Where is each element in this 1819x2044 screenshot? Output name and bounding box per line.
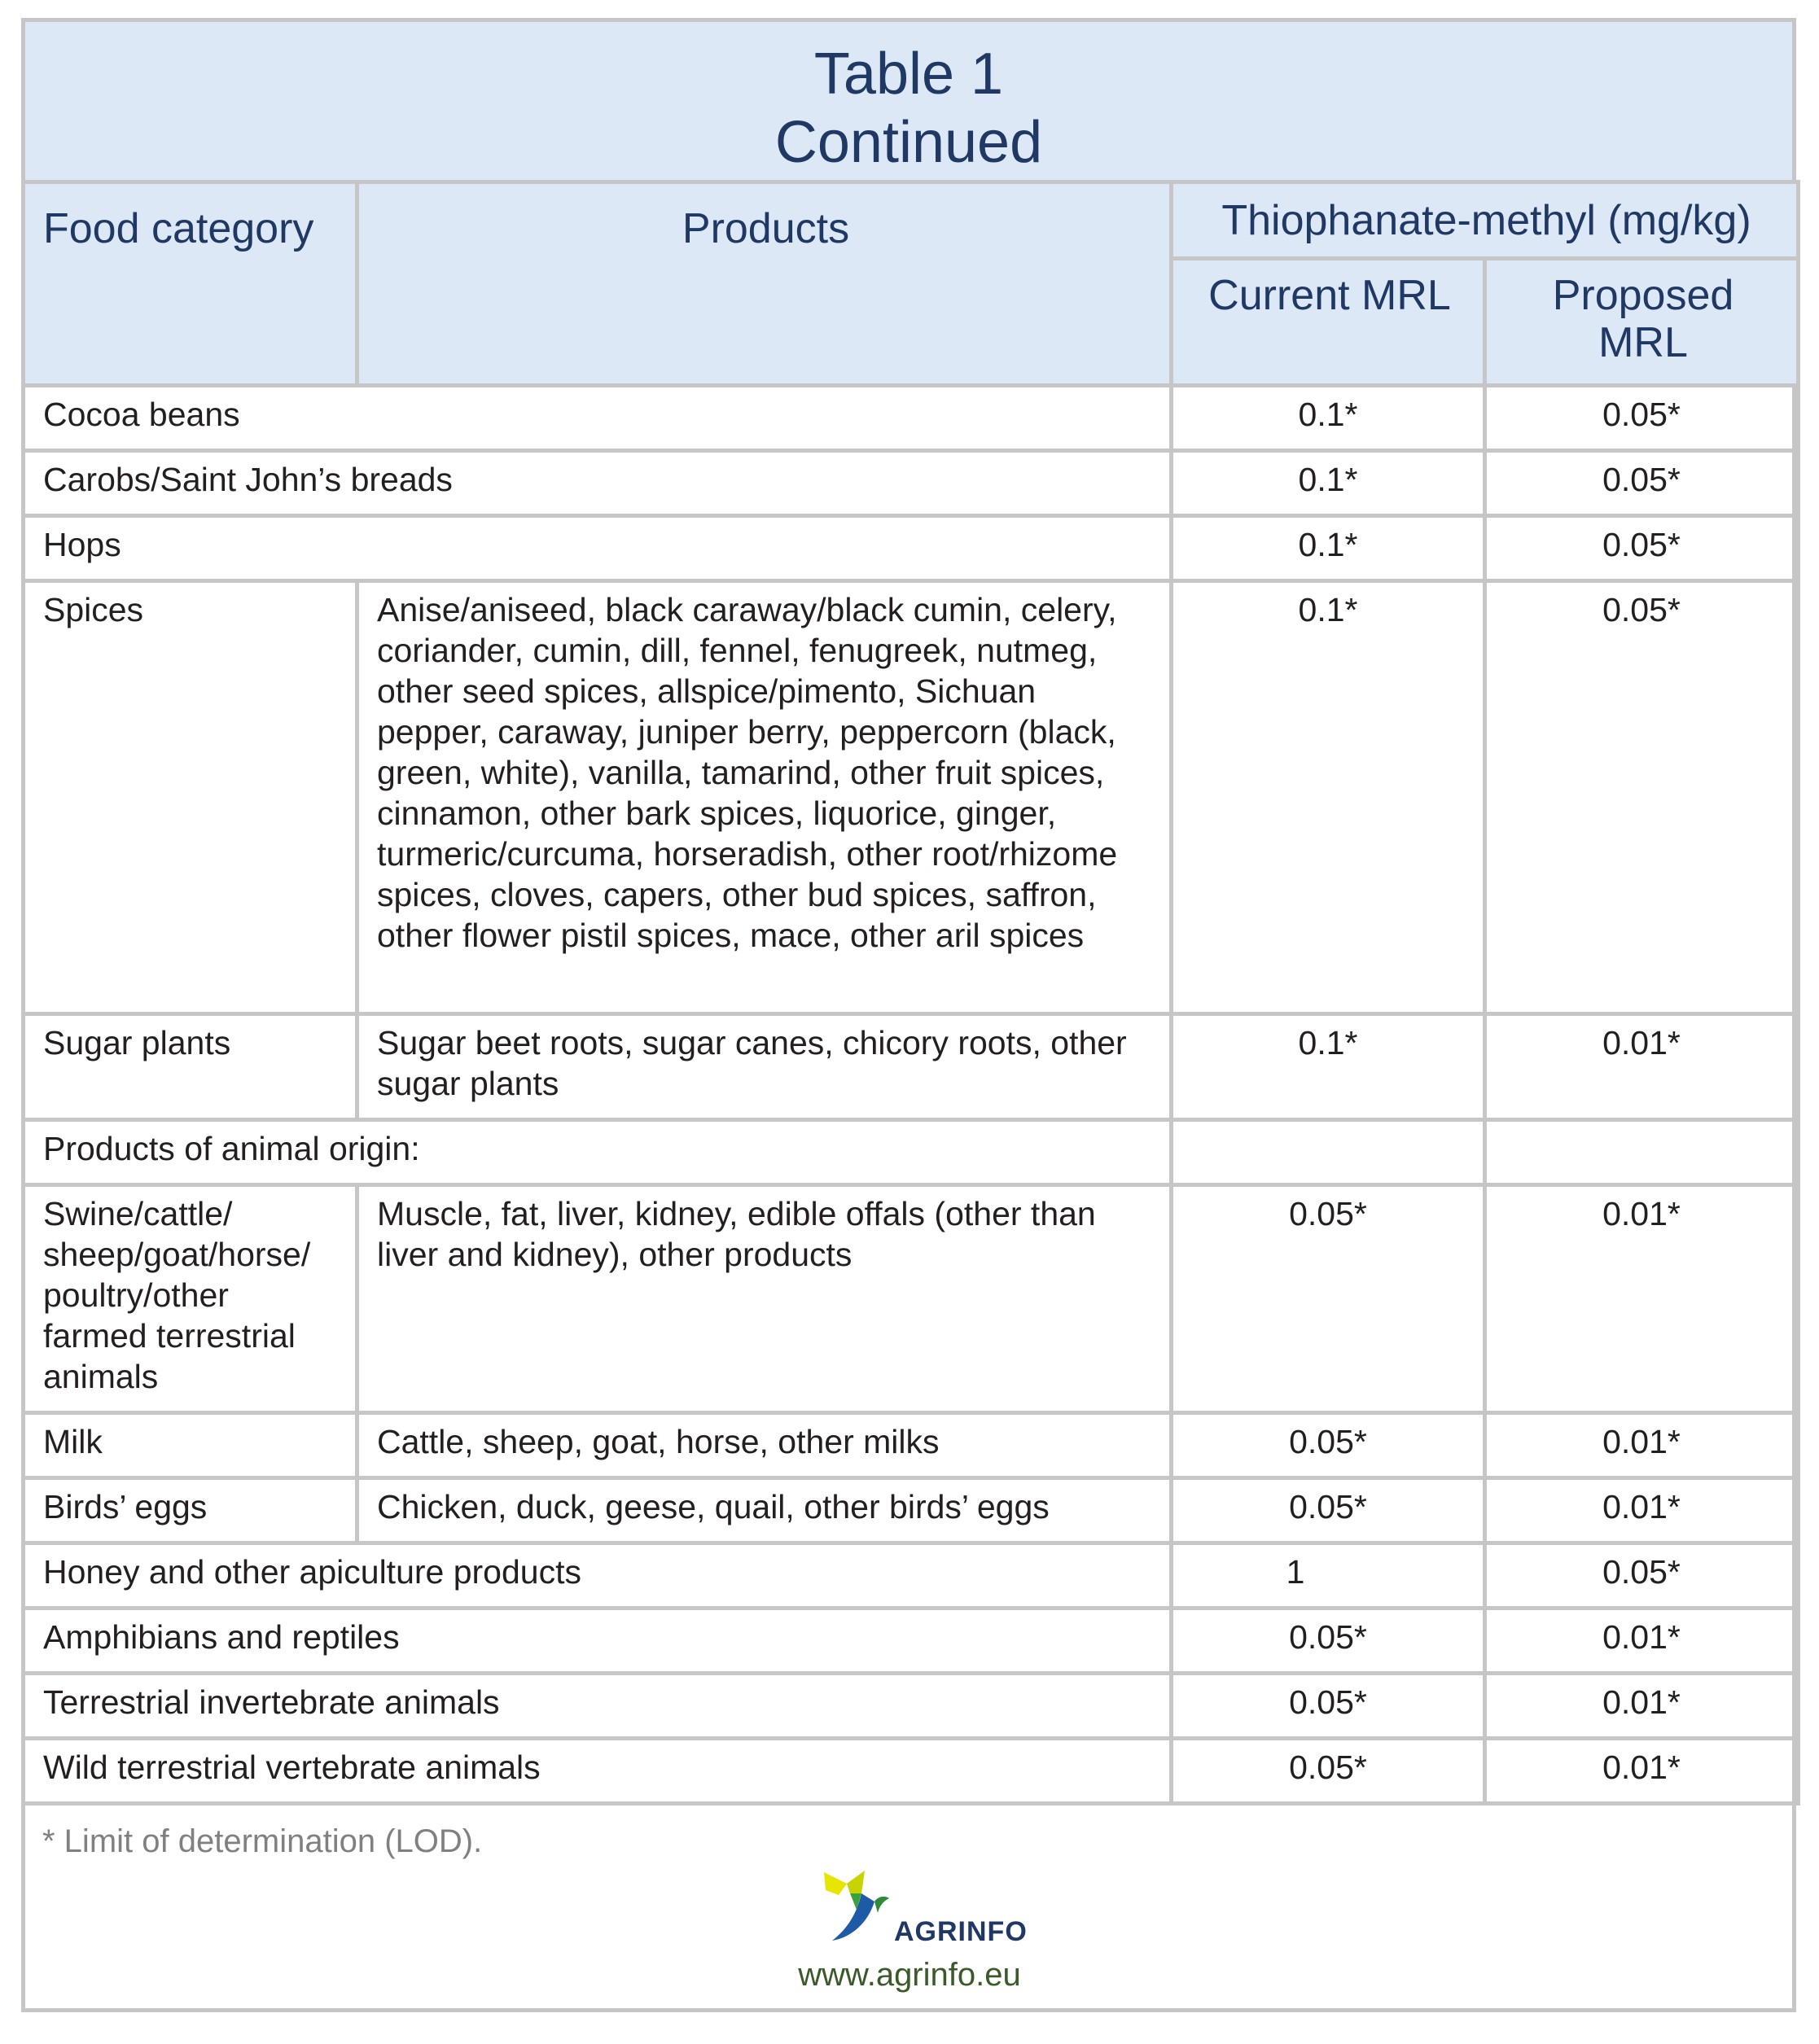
table-row [24, 1543, 1799, 1609]
table-row [24, 516, 1799, 581]
header-food-category: Food category [24, 182, 357, 386]
row-current-mrl: 0.05* [1172, 1478, 1485, 1543]
row-category: Hops [24, 516, 1172, 581]
row-category: Carobs/Saint John’s breads [24, 451, 1172, 516]
row-current-mrl: 0.1* [1172, 1014, 1485, 1120]
title-line-2: Continued [774, 110, 1043, 175]
table-row [24, 386, 1799, 451]
row-category: Milk [24, 1413, 357, 1478]
row-current-mrl: 0.05* [1172, 1674, 1485, 1739]
table-row [24, 1120, 1799, 1185]
row-category: Amphibians and reptiles [24, 1609, 1172, 1674]
row-products: Chicken, duck, geese, quail, other birds’ eggs [357, 1478, 1172, 1543]
header-proposed-mrl: Proposed MRL [1485, 259, 1799, 386]
row-proposed-mrl: 0.05* [1485, 516, 1799, 581]
row-current-mrl: 0.1* [1172, 581, 1485, 1014]
mrl-table [21, 180, 1800, 1805]
row-current-mrl: 0.05* [1172, 1739, 1485, 1804]
row-category: Wild terrestrial vertebrate animals [24, 1739, 1172, 1804]
table-row [24, 1014, 1799, 1120]
row-products: Sugar beet roots, sugar canes, chicory roots, other sugar plants [357, 1014, 1172, 1120]
footnote: * Limit of determination (LOD). [42, 1823, 483, 1859]
row-proposed-mrl: 0.01* [1485, 1609, 1799, 1674]
row-category: Cocoa beans [24, 386, 1172, 451]
table-row [24, 581, 1799, 1014]
row-proposed-mrl: 0.01* [1485, 1674, 1799, 1739]
row-current-mrl [1172, 1120, 1485, 1185]
row-products: Cattle, sheep, goat, horse, other milks [357, 1413, 1172, 1478]
row-proposed-mrl [1485, 1120, 1799, 1185]
table-row [24, 1739, 1799, 1804]
row-category: Sugar plants [24, 1014, 357, 1120]
row-proposed-mrl: 0.01* [1485, 1014, 1799, 1120]
row-proposed-mrl: 0.05* [1485, 386, 1799, 451]
row-category: Birds’ eggs [24, 1478, 357, 1543]
title-line-1: Table 1 [813, 42, 1004, 107]
row-proposed-mrl: 0.01* [1485, 1478, 1799, 1543]
row-category: Swine/cattle/ sheep/goat/horse/ poultry/other farmed terrestrial animals [24, 1185, 357, 1413]
row-current-mrl: 0.05* [1172, 1609, 1485, 1674]
row-current-mrl: 0.05* [1172, 1185, 1485, 1413]
table-row [24, 1185, 1799, 1413]
row-proposed-mrl: 0.01* [1485, 1185, 1799, 1413]
row-proposed-mrl: 0.05* [1485, 581, 1799, 1014]
table-row [24, 1609, 1799, 1674]
logo-text: AGRINFO [894, 1916, 1028, 1947]
row-category: Honey and other apiculture products [24, 1543, 1172, 1609]
row-proposed-mrl: 0.01* [1485, 1413, 1799, 1478]
header-products: Products [357, 182, 1172, 386]
row-current-mrl: 0.1* [1172, 516, 1485, 581]
header-thiophanate-methyl: Thiophanate-methyl (mg/kg) [1172, 182, 1799, 259]
table-row [24, 1413, 1799, 1478]
row-category: Terrestrial invertebrate animals [24, 1674, 1172, 1739]
row-category: Products of animal origin: [24, 1120, 1172, 1185]
website-link[interactable]: www.agrinfo.eu [798, 1957, 1021, 1993]
header-current-mrl: Current MRL [1172, 259, 1485, 386]
row-category: Spices [24, 581, 357, 1014]
row-current-mrl: 1 [1172, 1543, 1485, 1609]
table-row [24, 1478, 1799, 1543]
row-current-mrl: 0.05* [1172, 1413, 1485, 1478]
row-products: Muscle, fat, liver, kidney, edible offals (other than liver and kidney), other products [357, 1185, 1172, 1413]
row-proposed-mrl: 0.05* [1485, 451, 1799, 516]
table-row [24, 451, 1799, 516]
row-current-mrl: 0.1* [1172, 451, 1485, 516]
row-current-mrl: 0.1* [1172, 386, 1485, 451]
table-row [24, 1674, 1799, 1739]
row-proposed-mrl: 0.01* [1485, 1739, 1799, 1804]
row-proposed-mrl: 0.05* [1485, 1543, 1799, 1609]
row-products: Anise/aniseed, black caraway/black cumin, celery, coriander, cumin, dill, fennel, fenugreek, nutmeg, other seed spices, allspice/pimento, Sichuan pepper, caraway, juniper berry, peppercorn (black, green, white), vanilla, tamarind, other fruit spices, cinnamon, other bark spices, liquorice, ginger, turmeric/curcuma, horseradish, other root/rhizome spices, cloves, capers, other bud spices, saffron, other flower pistil spices, mace, other aril spices [357, 581, 1172, 1014]
table-title [21, 18, 1796, 184]
